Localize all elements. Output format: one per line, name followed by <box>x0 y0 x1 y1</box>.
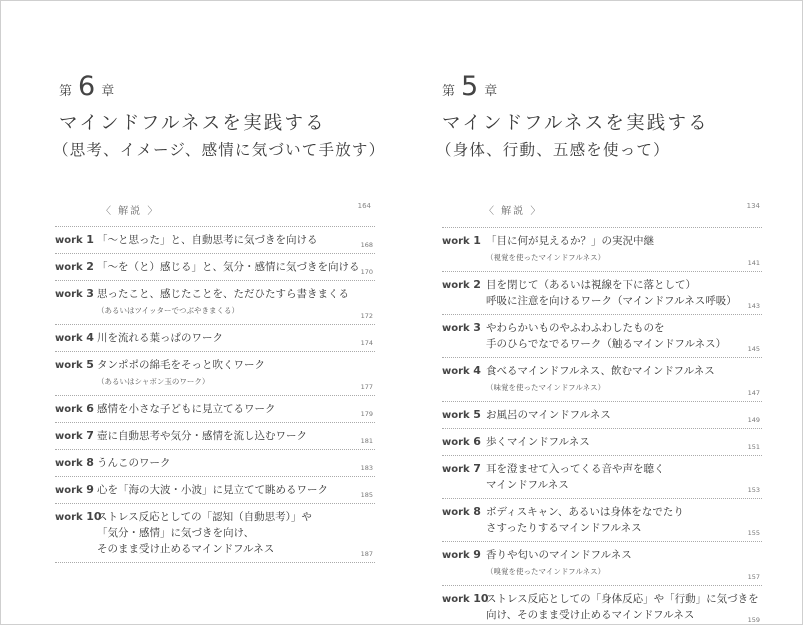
work-title: 心を「海の大波・小波」に見立てて眺めるワーク <box>97 484 328 496</box>
chapter-suffix: 章 <box>484 84 498 99</box>
work-label: work 1 <box>55 233 94 246</box>
toc-entry-work-5[interactable] <box>442 402 762 429</box>
page-number: 155 <box>747 529 760 537</box>
work-label: work 8 <box>442 505 481 518</box>
page-number: 179 <box>360 410 373 418</box>
work-label: work 1 <box>442 234 481 247</box>
work-title-line2: 呼吸に注意を向けるワーク（マインドフルネス呼吸） <box>486 295 737 307</box>
work-title: やわらかいものやふわふわしたものを <box>486 322 665 334</box>
work-label: work 3 <box>442 321 481 334</box>
chapter-subtitle: （身体、行動、五感を使って） <box>436 141 670 159</box>
work-label: work 10 <box>55 510 102 523</box>
page-number: 141 <box>747 259 760 267</box>
page-number: 170 <box>360 268 373 276</box>
work-title: 歩くマインドフルネス <box>486 436 590 448</box>
work-label: work 2 <box>55 260 94 273</box>
page-number: 185 <box>360 491 373 499</box>
work-label: work 7 <box>442 462 481 475</box>
page-number: 151 <box>747 443 760 451</box>
left-page <box>1 1 401 624</box>
work-title: 「目に何が見えるか？」の実況中継 <box>486 235 654 247</box>
work-title: ボディスキャン、あるいは身体をなでたり <box>486 506 684 518</box>
work-label: work 7 <box>55 429 94 442</box>
work-title: 感情を小さな子どもに見立てるワーク <box>97 403 276 415</box>
toc-list <box>55 226 375 563</box>
page-number: 181 <box>360 437 373 445</box>
page-number: 149 <box>747 416 760 424</box>
toc-entry-work-5[interactable] <box>55 352 375 396</box>
page-number: 157 <box>747 573 760 581</box>
toc-entry-work-4[interactable] <box>442 358 762 402</box>
page-number: 168 <box>360 241 373 249</box>
toc-entry-work-10[interactable] <box>55 504 375 563</box>
work-title: 「〜と思った」と、自動思考に気づきを向ける <box>97 234 318 246</box>
work-label: work 8 <box>55 456 94 469</box>
toc-entry-work-6[interactable] <box>55 396 375 423</box>
work-label: work 6 <box>442 435 481 448</box>
work-title: 壺に自動思考や気分・感情を流し込むワーク <box>97 430 307 442</box>
chapter-number: 5 <box>461 71 479 102</box>
toc-entry-work-6[interactable] <box>442 429 762 456</box>
page-number: 177 <box>360 383 373 391</box>
work-label: work 10 <box>442 592 489 605</box>
page-number: 153 <box>747 486 760 494</box>
kaisetsu-page-number: 164 <box>357 202 371 210</box>
chapter-title: マインドフルネスを実践する <box>442 113 709 134</box>
work-subtitle: （あるいはツイッターでつぶやきまくる） <box>97 306 239 315</box>
toc-entry-work-8[interactable] <box>442 499 762 542</box>
work-title-line2: マインドフルネス <box>486 479 569 491</box>
kaisetsu-label: 〈 解説 〉 <box>101 206 160 217</box>
toc-entry-work-7[interactable] <box>442 456 762 499</box>
work-title: ストレス反応としての「認知（自動思考）」や <box>97 511 312 523</box>
work-subtitle: （あるいはシャボン玉のワーク） <box>97 377 210 386</box>
toc-list <box>442 227 762 625</box>
work-subtitle: （視覚を使ったマインドフルネス） <box>486 253 606 262</box>
work-title: 香りや匂いのマインドフルネス <box>486 549 632 561</box>
work-label: work 4 <box>55 331 94 344</box>
chapter-prefix: 第 <box>442 84 456 99</box>
toc-entry-work-1[interactable] <box>442 228 762 272</box>
toc-entry-work-7[interactable] <box>55 423 375 450</box>
work-title-line2: 「気分・感情」に気づきを向け、 <box>97 527 255 539</box>
work-title: ストレス反応としての「身体反応」や「行動」に気づきを <box>486 593 759 605</box>
work-label: work 6 <box>55 402 94 415</box>
work-title-line3: そのまま受け止めるマインドフルネス <box>97 543 275 555</box>
work-label: work 4 <box>442 364 481 377</box>
toc-entry-work-1[interactable] <box>55 227 375 254</box>
kaisetsu-label: 〈 解説 〉 <box>484 206 543 217</box>
toc-entry-work-10[interactable] <box>442 586 762 625</box>
chapter-heading <box>442 71 497 102</box>
page-number: 187 <box>360 550 373 558</box>
chapter-subtitle: （思考、イメージ、感情に気づいて手放す） <box>53 141 386 159</box>
work-title: うんこのワーク <box>97 457 171 469</box>
work-title: 耳を澄ませて入ってくる音や声を聴く <box>486 463 665 475</box>
work-label: work 9 <box>442 548 481 561</box>
page-number: 174 <box>360 339 373 347</box>
work-title: タンポポの綿毛をそっと吹くワーク <box>97 359 265 371</box>
toc-entry-work-9[interactable] <box>442 542 762 586</box>
work-title: 川を流れる葉っぱのワーク <box>97 332 223 344</box>
work-title-line2: 向け、そのまま受け止めるマインドフルネス <box>486 609 695 621</box>
toc-entry-work-3[interactable] <box>442 315 762 358</box>
page-number: 147 <box>747 389 760 397</box>
work-title: 目を閉じて（あるいは視線を下に落として） <box>486 279 696 291</box>
kaisetsu-page-number: 134 <box>746 202 760 210</box>
page-number: 172 <box>360 312 373 320</box>
page-number: 143 <box>747 302 760 310</box>
chapter-title: マインドフルネスを実践する <box>59 113 326 134</box>
work-label: work 9 <box>55 483 94 496</box>
chapter-prefix: 第 <box>59 84 73 99</box>
chapter-number: 6 <box>78 71 96 102</box>
toc-entry-work-2[interactable] <box>442 272 762 315</box>
page-number: 183 <box>360 464 373 472</box>
work-title: 思ったこと、感じたことを、ただひたすら書きまくる <box>97 288 349 300</box>
toc-entry-work-8[interactable] <box>55 450 375 477</box>
work-title: 食べるマインドフルネス、飲むマインドフルネス <box>486 365 715 377</box>
work-title: お風呂のマインドフルネス <box>486 409 611 421</box>
work-label: work 5 <box>442 408 481 421</box>
work-title-line2: さすったりするマインドフルネス <box>486 522 642 534</box>
work-title: 「〜を（と）感じる」と、気分・感情に気づきを向ける <box>97 261 360 273</box>
work-label: work 3 <box>55 287 94 300</box>
toc-entry-work-2[interactable] <box>55 254 375 281</box>
work-subtitle: （嗅覚を使ったマインドフルネス） <box>486 567 606 576</box>
toc-entry-work-4[interactable] <box>55 325 375 352</box>
work-subtitle: （味覚を使ったマインドフルネス） <box>486 383 606 392</box>
toc-entry-work-9[interactable] <box>55 477 375 504</box>
work-label: work 5 <box>55 358 94 371</box>
chapter-suffix: 章 <box>101 84 115 99</box>
work-label: work 2 <box>442 278 481 291</box>
chapter-heading <box>59 71 114 102</box>
work-title-line2: 手のひらでなでるワーク（触るマインドフルネス） <box>486 338 727 350</box>
right-page <box>402 1 802 624</box>
page-number: 159 <box>747 616 760 624</box>
page-number: 145 <box>747 345 760 353</box>
toc-entry-work-3[interactable] <box>55 281 375 325</box>
